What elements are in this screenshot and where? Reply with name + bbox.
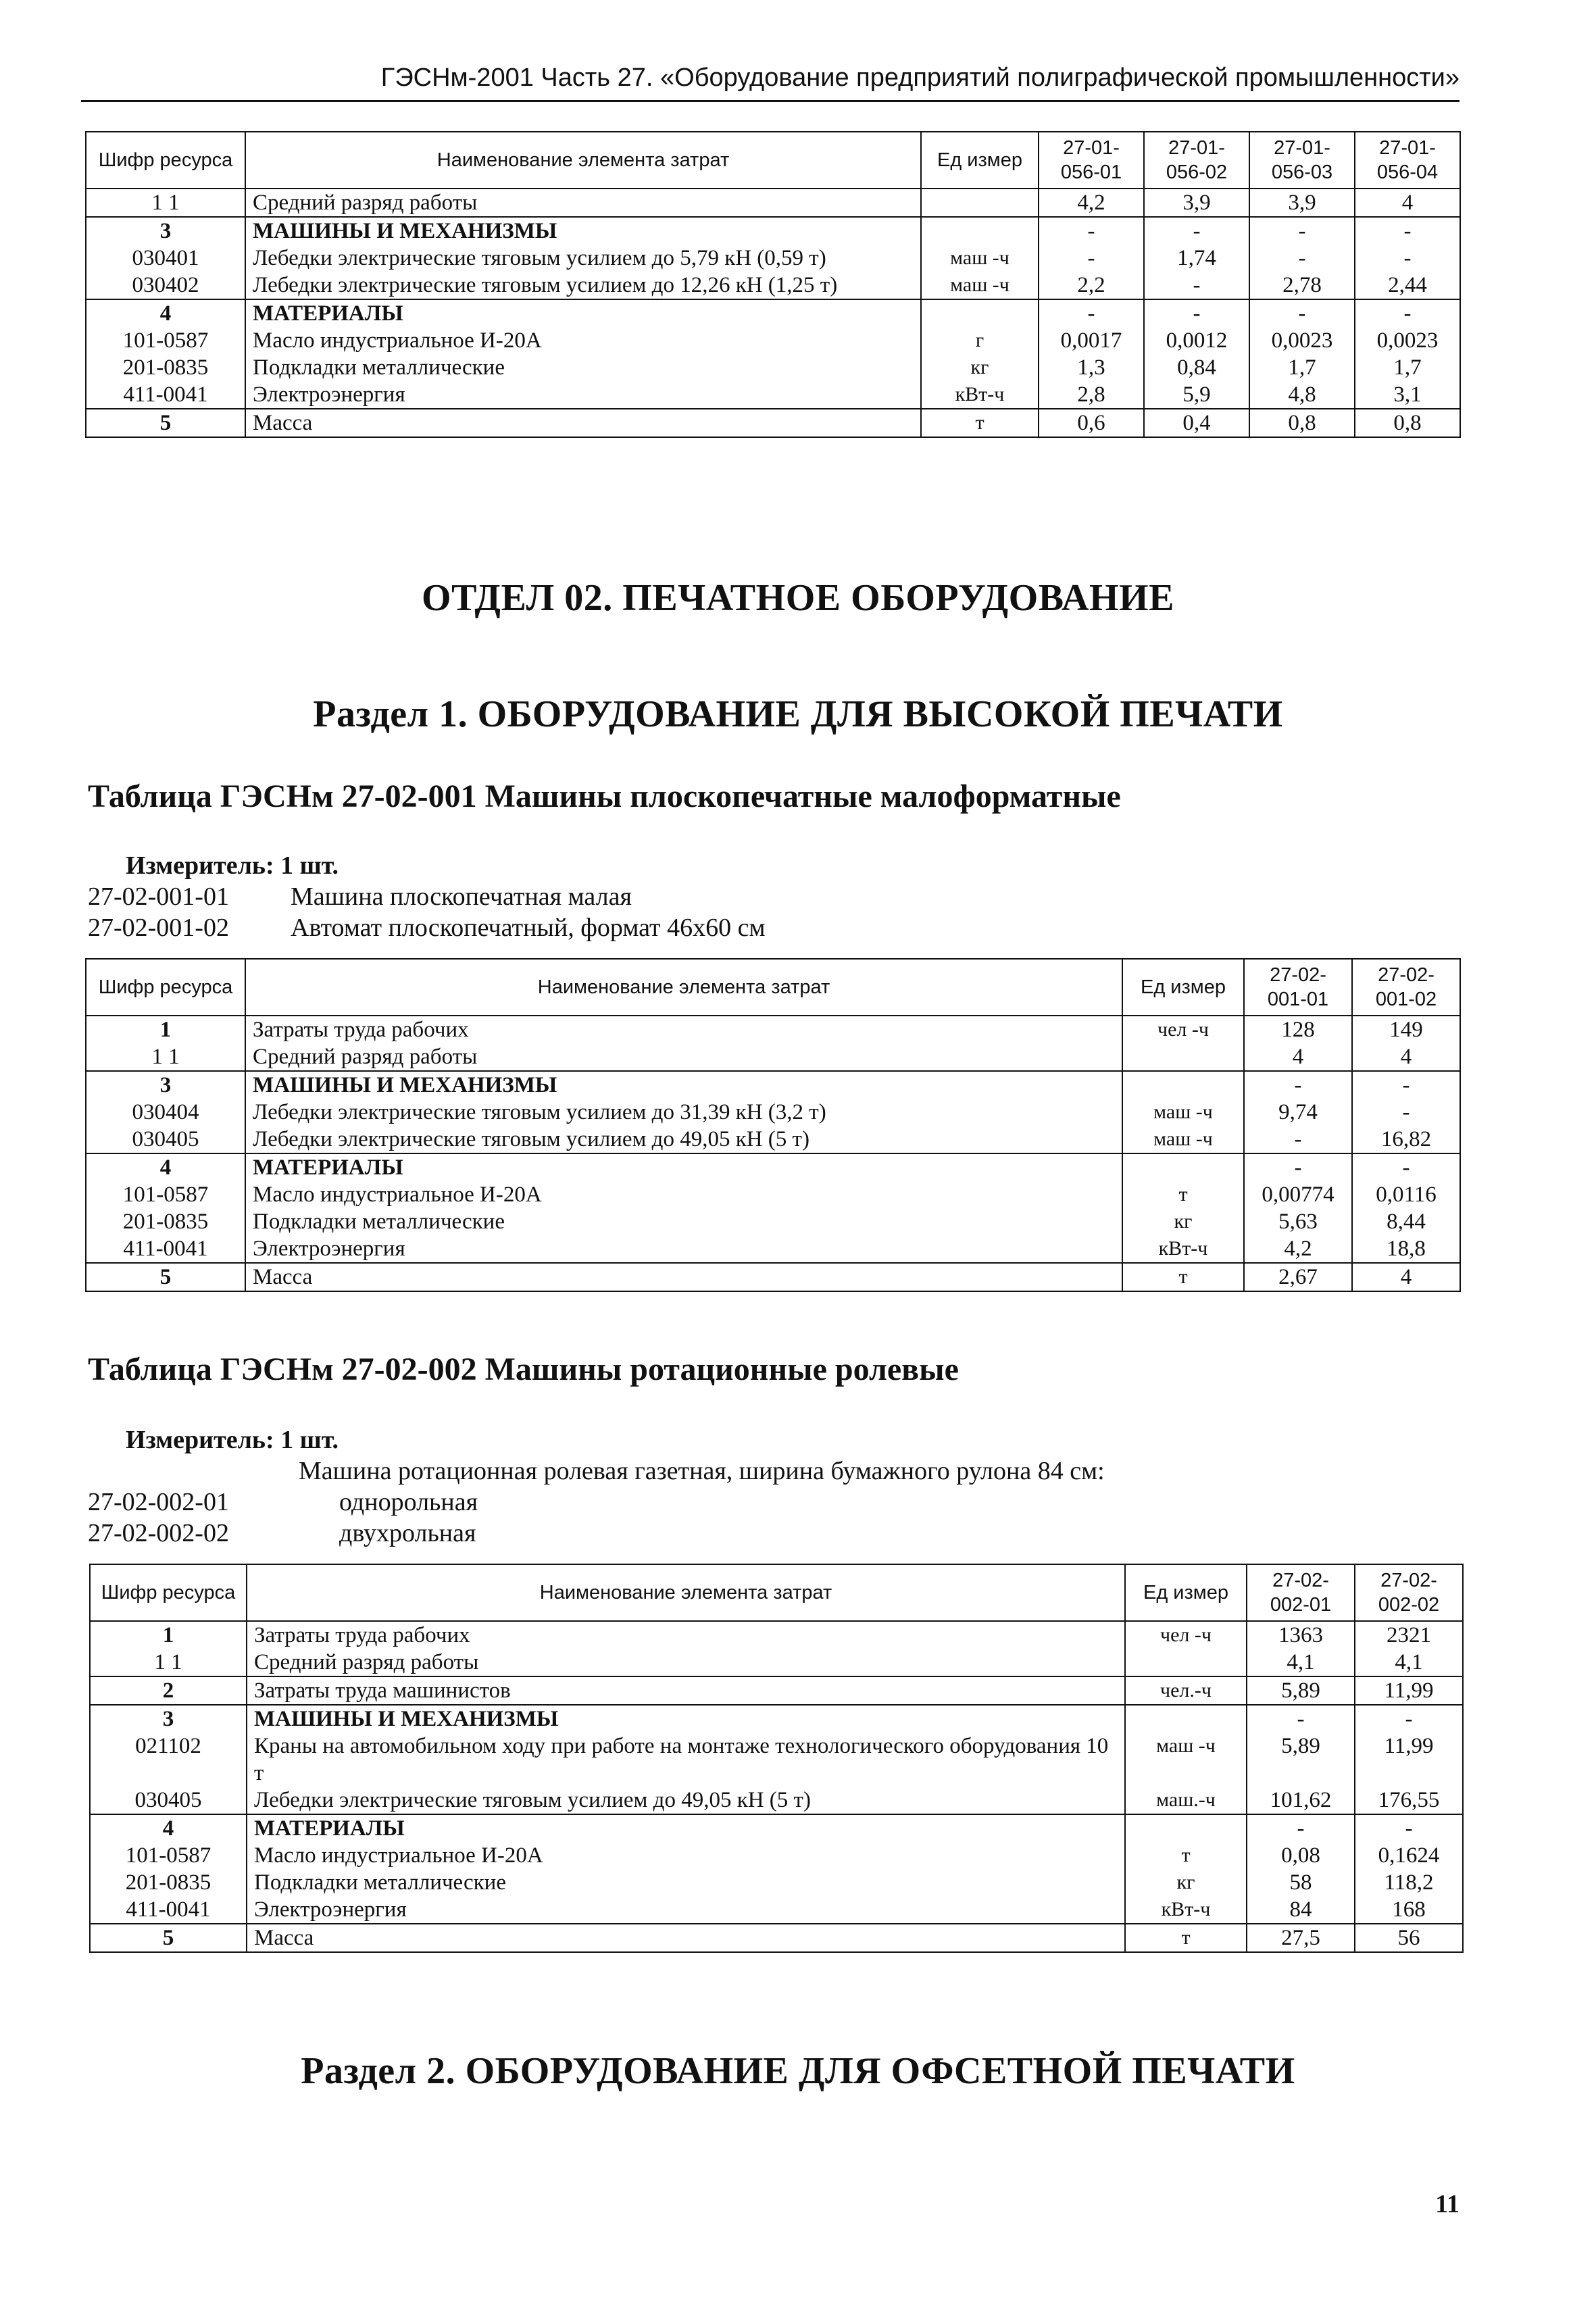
value-cell: 4,2 [1244,1235,1352,1263]
resource-code-cell: 201-0835 [86,1208,245,1235]
resource-code-cell: 101-0587 [86,1181,245,1208]
element-name-cell: Электроэнергия [245,1235,1122,1263]
value-cell: - [1352,1153,1460,1181]
unit-cell [921,189,1039,217]
resource-code-cell: 101-0587 [86,327,245,354]
value-cell: - [1355,299,1460,327]
value-cell: 101,62 [1247,1787,1355,1814]
value-cell: - [1247,1705,1355,1733]
section-heading-2: Раздел 2. ОБОРУДОВАНИЕ ДЛЯ ОФСЕТНОЙ ПЕЧАТИ [301,2050,1295,2092]
value-cell: 4,2 [1039,189,1144,217]
value-cell: 0,1624 [1355,1842,1463,1869]
table-row [86,354,1460,381]
table-title-27-02-001: Таблица ГЭСНм 27-02-001 Машины плоскопечатные малоформатные [88,778,1121,814]
header-rule [81,100,1460,102]
item-code: 27-02-002-02 [88,1519,229,1547]
value-cell: 58 [1247,1869,1355,1896]
item-line [88,1518,476,1549]
value-cell: 3,1 [1355,381,1460,409]
value-cell: 0,0116 [1352,1181,1460,1208]
unit-cell: т [1122,1263,1244,1291]
value-cell: 1,7 [1249,354,1355,381]
resource-table-27-01-056 [85,131,1461,438]
value-cell: - [1244,1126,1352,1153]
unit-cell: кВт-ч [1122,1235,1244,1263]
table-row [86,1099,1460,1126]
value-cell: 2,2 [1039,272,1144,299]
value-cell: 0,4 [1144,409,1249,437]
resource-code-cell: 030404 [86,1099,245,1126]
unit-cell [921,217,1039,245]
column-header-code-col1: 27-02-001-01 [1244,959,1352,1016]
resource-code-cell: 4 [86,299,245,327]
table-row [86,1153,1460,1181]
unit-cell: г [921,327,1039,354]
unit-cell [1125,1649,1247,1676]
table-row [90,1924,1463,1952]
resource-code-cell: 411-0041 [90,1896,247,1924]
resource-code-cell: 101-0587 [90,1842,247,1869]
element-name-cell: Лебедки электрические тяговым усилием до 12,26 кН (1,25 т) [245,272,921,299]
table-row [86,381,1460,409]
resource-table-27-02-001 [85,958,1461,1292]
unit-cell: кг [1122,1208,1244,1235]
element-name-cell: Средний разряд работы [245,1043,1122,1071]
table-row [86,1126,1460,1153]
value-cell: 0,84 [1144,354,1249,381]
table-row [86,327,1460,354]
unit-cell: т [921,409,1039,437]
value-cell: - [1249,245,1355,272]
table-row [90,1814,1463,1842]
page-header: ГЭСНм-2001 Часть 27. «Оборудование предприятий полиграфической промышленности» [380,64,1460,92]
resource-code-cell: 5 [86,1263,245,1291]
value-cell: - [1247,1814,1355,1842]
value-cell: 0,8 [1249,409,1355,437]
table-row [90,1869,1463,1896]
element-name-cell: Масса [245,409,921,437]
value-cell: 0,0012 [1144,327,1249,354]
value-cell: 4,8 [1249,381,1355,409]
unit-cell: чел -ч [1122,1016,1244,1043]
table-row [90,1676,1463,1705]
column-header-code: Шифр ресурса [86,132,245,189]
value-cell: 168 [1355,1896,1463,1924]
value-cell: - [1039,217,1144,245]
value-cell: 9,74 [1244,1099,1352,1126]
resource-code-cell: 1 [86,1016,245,1043]
unit-cell: маш.-ч [1125,1787,1247,1814]
resource-code-cell: 411-0041 [86,1235,245,1263]
unit-cell: кг [1125,1869,1247,1896]
value-cell: - [1355,217,1460,245]
unit-cell: маш -ч [1125,1733,1247,1787]
element-name-cell: МАТЕРИАЛЫ [245,1153,1122,1181]
section-heading-1: Раздел 1. ОБОРУДОВАНИЕ ДЛЯ ВЫСОКОЙ ПЕЧАТИ [313,693,1283,735]
value-cell: 118,2 [1355,1869,1463,1896]
resource-code-cell: 2 [90,1676,247,1705]
value-cell: 4 [1352,1043,1460,1071]
value-cell: 2,78 [1249,272,1355,299]
value-cell: 84 [1247,1896,1355,1924]
table-row [86,217,1460,245]
value-cell: - [1144,299,1249,327]
value-cell: - [1039,299,1144,327]
item-line [88,912,766,943]
value-cell: 3,9 [1249,189,1355,217]
value-cell: - [1355,1814,1463,1842]
value-cell: 4,1 [1355,1649,1463,1676]
value-cell: - [1039,245,1144,272]
value-cell: 149 [1352,1016,1460,1043]
value-cell: 11,99 [1355,1676,1463,1705]
item-line [88,881,632,912]
value-cell: 2,67 [1244,1263,1352,1291]
element-name-cell: Средний разряд работы [247,1649,1125,1676]
value-cell: 4 [1355,189,1460,217]
resource-code-cell: 030401 [86,245,245,272]
resource-code-cell: 3 [90,1705,247,1733]
unit-cell: т [1122,1181,1244,1208]
unit-cell: маш -ч [1122,1126,1244,1153]
table-row [86,409,1460,437]
resource-code-cell: 201-0835 [86,354,245,381]
element-name-cell: МАШИНЫ И МЕХАНИЗМЫ [247,1705,1125,1733]
value-cell: 56 [1355,1924,1463,1952]
element-name-cell: Краны на автомобильном ходу при работе на монтаже технологического оборудования 10 т [247,1733,1125,1787]
resource-code-cell: 030402 [86,272,245,299]
resource-code-cell: 5 [86,409,245,437]
resource-code-cell: 030405 [86,1126,245,1153]
resource-code-cell: 1 1 [90,1649,247,1676]
value-cell: 2,44 [1355,272,1460,299]
value-cell: - [1352,1099,1460,1126]
value-cell: 18,8 [1352,1235,1460,1263]
resource-code-cell: 4 [90,1814,247,1842]
value-cell: 27,5 [1247,1924,1355,1952]
table-row [86,272,1460,299]
element-name-cell: Электроэнергия [245,381,921,409]
element-name-cell: Масло индустриальное И-20А [245,1181,1122,1208]
resource-code-cell: 3 [86,217,245,245]
column-header-name: Наименование элемента затрат [247,1564,1125,1621]
unit-cell [921,299,1039,327]
resource-code-cell: 021102 [90,1733,247,1787]
element-name-cell: Затраты труда рабочих [247,1621,1125,1649]
value-cell: 5,63 [1244,1208,1352,1235]
measure-label: Измеритель: [126,851,274,880]
table-row [86,1043,1460,1071]
unit-cell: т [1125,1842,1247,1869]
value-cell: 0,00774 [1244,1181,1352,1208]
element-name-cell: Средний разряд работы [245,189,921,217]
element-name-cell: Лебедки электрические тяговым усилием до 49,05 кН (5 т) [247,1787,1125,1814]
value-cell: - [1352,1071,1460,1099]
table-row [90,1649,1463,1676]
measure-value: 1 шт. [280,851,339,880]
column-header-code-col1: 27-01-056-01 [1039,132,1144,189]
resource-code-cell: 1 1 [86,189,245,217]
table-row [86,245,1460,272]
value-cell: - [1355,1705,1463,1733]
table-row [86,1235,1460,1263]
resource-code-cell: 1 [90,1621,247,1649]
element-name-cell: Лебедки электрические тяговым усилием до 5,79 кН (0,59 т) [245,245,921,272]
resource-code-cell: 1 1 [86,1043,245,1071]
unit-cell [1125,1814,1247,1842]
page-number: 11 [1435,2190,1460,2218]
column-header-unit: Ед измер [1125,1564,1247,1621]
column-header-name: Наименование элемента затрат [245,132,921,189]
table-row [86,299,1460,327]
element-name-cell: Масло индустриальное И-20А [245,327,921,354]
table-row [86,1208,1460,1235]
column-header-code-col4: 27-01-056-04 [1355,132,1460,189]
element-name-cell: Подкладки металлические [245,1208,1122,1235]
value-cell: 176,55 [1355,1787,1463,1814]
unit-cell: кВт-ч [921,381,1039,409]
table-row [86,1181,1460,1208]
department-heading: ОТДЕЛ 02. ПЕЧАТНОЕ ОБОРУДОВАНИЕ [422,577,1174,619]
unit-cell: т [1125,1924,1247,1952]
item-line [88,1487,478,1518]
measure-line [126,1424,339,1455]
item-code: 27-02-001-01 [88,882,229,911]
element-name-cell: МАТЕРИАЛЫ [247,1814,1125,1842]
table-row [90,1705,1463,1733]
column-header-code: Шифр ресурса [86,959,245,1016]
resource-code-cell: 4 [86,1153,245,1181]
table-row [90,1621,1463,1649]
resource-code-cell: 5 [90,1924,247,1952]
item-text: Машина плоскопечатная малая [291,882,632,911]
value-cell: 128 [1244,1016,1352,1043]
column-header-code-col2: 27-02-002-02 [1355,1564,1463,1621]
unit-cell [1125,1705,1247,1733]
value-cell: 0,0023 [1355,327,1460,354]
item-code: 27-02-002-01 [88,1488,229,1516]
table-row [90,1842,1463,1869]
element-name-cell: МАШИНЫ И МЕХАНИЗМЫ [245,1071,1122,1099]
table-intro: Машина ротационная ролевая газетная, ширина бумажного рулона 84 см: [299,1457,1105,1485]
value-cell: 4 [1244,1043,1352,1071]
column-header-code-col3: 27-01-056-03 [1249,132,1355,189]
value-cell: - [1144,217,1249,245]
element-name-cell: Масса [247,1924,1125,1952]
value-cell: - [1355,245,1460,272]
unit-cell [1122,1071,1244,1099]
value-cell: 4,1 [1247,1649,1355,1676]
column-header-code: Шифр ресурса [90,1564,247,1621]
table-row [90,1896,1463,1924]
measure-label: Измеритель: [126,1426,274,1454]
value-cell: 5,89 [1247,1676,1355,1705]
column-header-unit: Ед измер [1122,959,1244,1016]
value-cell: 4 [1352,1263,1460,1291]
column-header-code-col1: 27-02-002-01 [1247,1564,1355,1621]
column-header-name: Наименование элемента затрат [245,959,1122,1016]
value-cell: 1,3 [1039,354,1144,381]
unit-cell: маш -ч [921,272,1039,299]
element-name-cell: Масса [245,1263,1122,1291]
table-row [86,1016,1460,1043]
table-row [90,1733,1463,1787]
column-header-code-col2: 27-02-001-02 [1352,959,1460,1016]
resource-code-cell: 3 [86,1071,245,1099]
value-cell: - [1244,1071,1352,1099]
value-cell: 0,0023 [1249,327,1355,354]
table-title-27-02-002: Таблица ГЭСНм 27-02-002 Машины ротационные ролевые [88,1351,959,1387]
unit-cell: кВт-ч [1125,1896,1247,1924]
unit-cell: кг [921,354,1039,381]
value-cell: 2321 [1355,1621,1463,1649]
unit-cell: маш -ч [921,245,1039,272]
value-cell: 16,82 [1352,1126,1460,1153]
value-cell: 11,99 [1355,1733,1463,1787]
item-text: двухрольная [339,1519,476,1547]
resource-code-cell: 030405 [90,1787,247,1814]
resource-code-cell: 411-0041 [86,381,245,409]
item-text: однорольная [339,1488,478,1516]
value-cell: 0,6 [1039,409,1144,437]
column-header-unit: Ед измер [921,132,1039,189]
element-name-cell: Затраты труда рабочих [245,1016,1122,1043]
element-name-cell: Подкладки металлические [247,1869,1125,1896]
measure-value: 1 шт. [280,1426,339,1454]
element-name-cell: МАШИНЫ И МЕХАНИЗМЫ [245,217,921,245]
element-name-cell: Подкладки металлические [245,354,921,381]
unit-cell: чел -ч [1125,1621,1247,1649]
column-header-code-col2: 27-01-056-02 [1144,132,1249,189]
unit-cell [1122,1043,1244,1071]
element-name-cell: Масло индустриальное И-20А [247,1842,1125,1869]
value-cell: - [1144,272,1249,299]
value-cell: 8,44 [1352,1208,1460,1235]
value-cell: 5,89 [1247,1733,1355,1787]
element-name-cell: Лебедки электрические тяговым усилием до 49,05 кН (5 т) [245,1126,1122,1153]
unit-cell: маш -ч [1122,1099,1244,1126]
item-code: 27-02-001-02 [88,914,229,942]
value-cell: - [1244,1153,1352,1181]
value-cell: - [1249,217,1355,245]
element-name-cell: МАТЕРИАЛЫ [245,299,921,327]
value-cell: 3,9 [1144,189,1249,217]
element-name-cell: Лебедки электрические тяговым усилием до 31,39 кН (3,2 т) [245,1099,1122,1126]
value-cell: 1,7 [1355,354,1460,381]
table-row [86,1071,1460,1099]
element-name-cell: Затраты труда машинистов [247,1676,1125,1705]
value-cell: 1363 [1247,1621,1355,1649]
unit-cell: чел.-ч [1125,1676,1247,1705]
value-cell: 1,74 [1144,245,1249,272]
resource-code-cell: 201-0835 [90,1869,247,1896]
element-name-cell: Электроэнергия [247,1896,1125,1924]
value-cell: 0,8 [1355,409,1460,437]
table-row [86,189,1460,217]
item-text: Автомат плоскопечатный, формат 46х60 см [291,914,766,942]
table-row [86,1263,1460,1291]
table-row [90,1787,1463,1814]
measure-line [126,850,339,881]
value-cell: 5,9 [1144,381,1249,409]
value-cell: 0,08 [1247,1842,1355,1869]
value-cell: 2,8 [1039,381,1144,409]
value-cell: 0,0017 [1039,327,1144,354]
value-cell: - [1249,299,1355,327]
unit-cell [1122,1153,1244,1181]
resource-table-27-02-002 [89,1564,1464,1953]
